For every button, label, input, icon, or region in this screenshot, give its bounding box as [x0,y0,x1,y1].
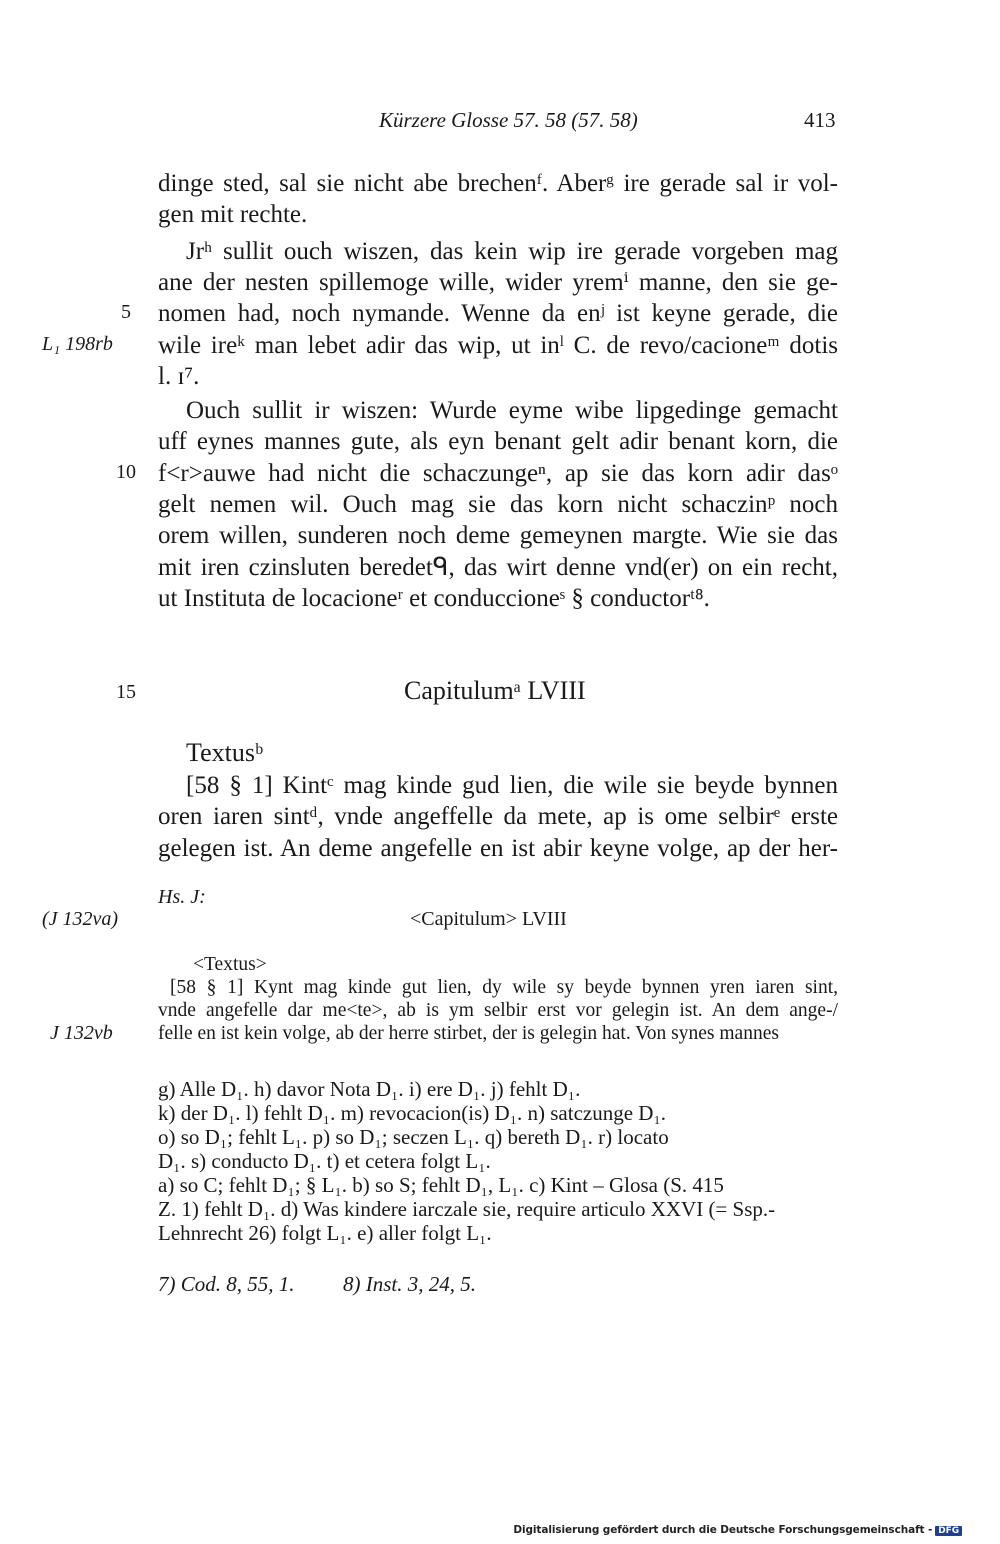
line-number: 5 [121,301,131,323]
apparatus-line: Z. 1) fehlt D₁. d) Was kindere iarczale sie, require articulo XXVI (= Ssp.- [158,1197,776,1221]
manuscript-line: [58 § 1] Kynt mag kinde gut lien, dy wile sy beyde bynnen yren iaren sint, [170,977,838,998]
text-line: nomen had, noch nymande. Wenne da enʲ ist keyne gerade, die [158,300,838,327]
text-line: gelegen ist. An deme angefelle en ist abir keyne volge, ap der her- [158,835,838,862]
digitization-footer [513,1524,962,1536]
manuscript-chapter: <Capitulum> LVIII [410,908,567,930]
text-line: l. ɪ⁷. [158,363,200,390]
dfg-logo: DFG [935,1526,962,1536]
source-note: 7) Cod. 8, 55, 1. [158,1272,295,1296]
text-line: Ouch sullit ir wiszen: Wurde eyme wibe lipgedinge gemacht [186,397,838,424]
manuscript-textus: <Textus> [193,954,267,975]
text-line: oren iaren sintᵈ, vnde angeffelle da mete, ap is ome selbirᵉ erste [158,803,838,830]
apparatus-line: a) so C; fehlt D₁; § L₁. b) so S; fehlt D₁, L₁. c) Kint – Glosa (S. 415 [158,1173,724,1197]
manuscript-line: vnde angefelle dar me<te>, ab is ym selbir erst vor gelegin ist. An dem ange-/ [158,1000,838,1021]
line-number: 15 [116,681,136,703]
source-note: 8) Inst. 3, 24, 5. [343,1272,476,1296]
text-line: orem willen, sunderen noch deme gemeynen margte. Wie sie das [158,522,838,549]
apparatus-line: g) Alle D₁. h) davor Nota D₁. i) ere D₁. j) fehlt D₁. [158,1077,581,1101]
apparatus-line: D₁. s) conducto D₁. t) et cetera folgt L₁. [158,1149,491,1173]
text-line: ut Instituta de locacioneʳ et conduccioneˢ § conductorᵗ⁸. [158,585,710,612]
manuscript-label: Hs. J: [158,886,206,908]
apparatus-line: o) so D₁; fehlt L₁. p) so D₁; seczen L₁. q) bereth D₁. r) locato [158,1125,669,1149]
text-line: f<r>auwe had nicht die schaczungeⁿ, ap sie das korn adir dasᵒ [158,460,838,487]
line-number: 10 [116,461,136,483]
text-line: dinge sted, sal sie nicht abe brechenᶠ. Aberᵍ ire gerade sal ir vol- [158,170,838,197]
margin-note: (J 132va) [42,908,119,930]
running-title: Kürzere Glosse 57. 58 (57. 58) [379,108,638,132]
chapter-heading: Capitulumᵃ LVIII [404,676,586,705]
text-line: Jrʰ sullit ouch wiszen, das kein wip ire gerade vorgeben mag [186,238,838,265]
page-number: 413 [804,108,836,132]
margin-note: J 132vb [50,1022,113,1044]
margin-note: L₁ 198rb [42,333,113,355]
footer-text: Digitalisierung gefördert durch die Deutsche Forschungsgemeinschaft - [513,1524,933,1536]
text-line: wile ireᵏ man lebet adir das wip, ut inˡ C. de revo/cacioneᵐ dotis [158,332,838,359]
apparatus-line: Lehnrecht 26) folgt L₁. e) aller folgt L₁. [158,1221,492,1245]
text-line: uff eynes mannes gute, als eyn benant gelt adir benant korn, die [158,428,838,455]
text-line: gen mit rechte. [158,201,308,228]
manuscript-line: felle en ist kein volge, ab der herre stirbet, der is gelegin hat. Von synes mannes [158,1023,779,1044]
text-line: ane der nesten spillemoge wille, wider yremⁱ manne, den sie ge- [158,269,838,296]
textus-heading: Textusᵇ [186,738,263,767]
apparatus-line: k) der D₁. l) fehlt D₁. m) revocacion(is) D₁. n) satczunge D₁. [158,1101,667,1125]
text-line: mit iren czinsluten beredetᑫ, das wirt denne vnd(er) on ein recht, [158,554,838,581]
text-line: gelt nemen wil. Ouch mag sie das korn nicht schaczinᵖ noch [158,491,838,518]
text-line: [58 § 1] Kintᶜ mag kinde gud lien, die wile sie beyde bynnen [186,772,838,799]
